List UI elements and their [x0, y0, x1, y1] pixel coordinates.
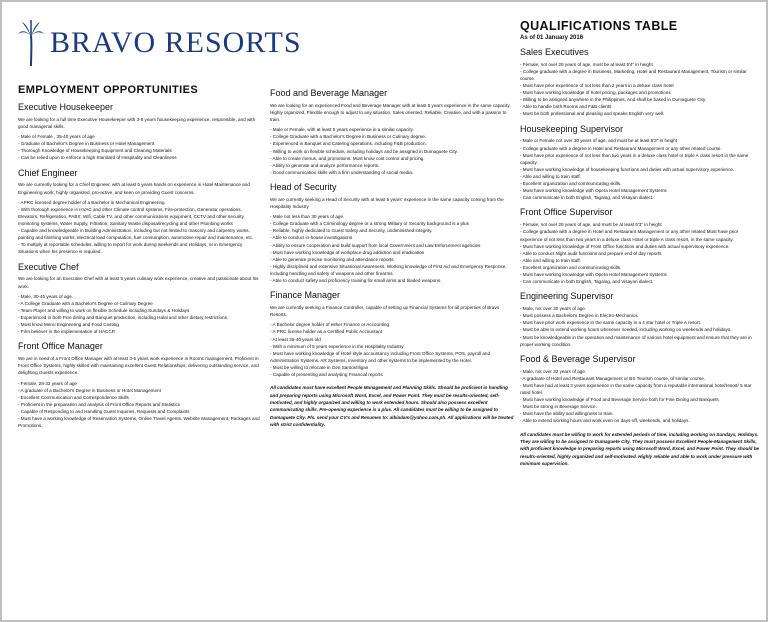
job-section: [520, 208, 760, 285]
job-description: We are looking for an Executive Chef with at least 5 years culinary work experience, creative and passionate about his work.: [18, 276, 259, 289]
qualifications-note: All candidates must be willing to work for extended periods of time, including working on Sundays, Holidays. They are willing to be assigned to Dumaguete City. They must possess Excellent People-Management Skills, with proficient knowledge in preparing reports using Microsoft Word, Excel, and Power Point. They should be results-oriented, highly organized and self-motivated. Highly reliable and able to work under pressure with minimum supervision.: [520, 431, 760, 466]
requirement-item: - Graduate of Bachelor's Degree in Business or Hotel Management: [18, 141, 155, 147]
requirement-item: - Female, not over 28 years of age, must be at least 5'4" in height: [520, 61, 653, 67]
requirement-item: - Able and willing to train staff.: [520, 173, 581, 179]
job-section: [18, 263, 262, 336]
requirement-item: - College graduate with a degree in Business, Marketing, Hotel and Restaurant Management, Tourism or similar course.: [520, 68, 747, 81]
requirement-item: - College Graduate with a Criminology degree or a strong Military or Security background is a plus: [270, 221, 469, 227]
requirement-list: [18, 380, 262, 430]
requirement-item: - With a minimum of 5 years experience in the Hospitality Industry: [270, 343, 404, 349]
job-description: We are currently seeking a Finance Controller, capable of setting up Financial Systems for all properties of Bravo Resorts.: [270, 305, 500, 318]
requirement-item: - Excellent organization and communicating skills.: [520, 181, 622, 187]
job-section: [520, 125, 760, 202]
requirement-item: - Highly disciplined and extensive Situational Awareness, Working knowledge of First Aid and Emergency Response, including handling and safety of weapons and other firearms.: [270, 263, 507, 276]
requirement-item: - Must have prior experience of not less than 2 years in a deluxe class hotel: [520, 82, 674, 88]
requirement-item: - Must be strong in Beverage Service.: [520, 404, 597, 410]
requirement-item: - Must possess a Bachelor's Degree in Electro-Mechanics.: [520, 313, 639, 319]
requirement-list: [270, 321, 514, 378]
requirement-item: - A College Graduate with a Bachelor's Degree or Culinary Degree: [18, 300, 153, 306]
job-list-middle: [270, 89, 514, 378]
requirement-item: - Can be relied upon to enforce a high Standard of Hospitality and Cleanliness: [18, 155, 177, 161]
job-title: Front Office Manager: [18, 341, 103, 352]
column-middle: [270, 82, 514, 612]
requirement-item: - Must be both professional and pleasing and speaks English very well.: [520, 111, 665, 117]
requirement-list: [18, 133, 262, 161]
requirement-list: [270, 213, 514, 284]
requirement-item: - Proficient in the preparation and analysis of Front Office Reports and Statistics: [18, 401, 181, 407]
requirement-item: - Male or Female , 35-40 years of age: [18, 134, 95, 140]
requirement-item: - Must have working knowledge of workplace drug addiction and eradication: [270, 249, 425, 255]
job-title: Finance Manager: [270, 290, 341, 301]
brand-name: BRAVO RESORTS: [50, 26, 302, 59]
requirement-item: - A graduate of a Bachelor's Degree in Business or Hotel Management: [18, 387, 161, 393]
job-title: Executive Chef: [18, 261, 79, 272]
as-of-date: As of 01 January 2016: [520, 34, 584, 41]
requirement-item: - Must know Menu Engineering and Food Costing: [18, 322, 119, 328]
requirement-item: - Female, 28-32 years of age: [18, 380, 77, 386]
requirement-item: - Capable and knowledgeable in Building Administration, including but not limited to masonry and carpentry works, painting and finishing works, electrical load computation, fuel consumption, automotive repair and maintenance, etc.: [18, 228, 254, 241]
requirement-item: - Must have working knowledge of Front Office functions and duties with actual supervisory experience.: [520, 243, 730, 249]
job-section: [18, 169, 262, 256]
job-description: We are currently seeking a Head of Security with at least 5 years' experience in the same capacity coming from the Hospitality Industry: [270, 196, 504, 209]
job-description: We are looking for a full time Executive Housekeeper with 3-5 years housekeeping experience, responsible, and with good managerial skills.: [18, 116, 256, 129]
requirement-item: - Able to conduct safety and proficiency training for small arms and bladed weapons.: [270, 278, 442, 284]
requirement-list: [18, 293, 262, 336]
requirement-item: - Male, 30-45 years of age.: [18, 293, 73, 299]
requirement-item: - APRC licensed degree holder of a Bachelor in Mechanical Engineering: [18, 199, 165, 205]
job-description: We are looking for an experienced Food and Beverage Manager with at least 5 years experience in the same capacity. Highly organized, Flexible enough to adjust to any situation, Sales oriented, Reliable, Creative, and with a passion to train.: [270, 102, 511, 123]
requirement-item: - Can communicate in both English, Tagalog, and Visayan dialect.: [520, 195, 654, 201]
requirement-item: - Male not less than 30 years of age.: [270, 214, 345, 220]
requirement-item: - Must have prior work experience in the same capacity in a 4 star hotel or Triple A resort.: [520, 320, 702, 326]
requirement-item: - Must have the ability and willingness to train.: [520, 411, 614, 417]
job-section: [520, 355, 760, 425]
job-list-left: [18, 103, 262, 429]
qualification-list: [520, 48, 760, 425]
requirement-item: - Able to conduct in-house investigations: [270, 235, 353, 241]
requirement-list: [520, 368, 760, 425]
requirement-list: [520, 305, 760, 348]
requirement-list: [520, 221, 760, 285]
requirement-item: - Willing to work on flexible schedule, including holidays and be assigned in Dumaguete City.: [270, 148, 458, 154]
requirement-item: - Must have working knowledge of hotel pricing, packages and promotions: [520, 90, 671, 96]
requirement-item: - Must be willing to relocate in Gen Santos/Iligan: [270, 364, 369, 370]
requirement-item: - Must have working knowledge of Hotel style accountancy including Front Office Systems, POS, payroll and Administration Systems, AR Systems, Inventory and other systems to be implemented by the Hotel.: [270, 350, 491, 363]
requirement-item: - Must have working knowledge with Opera Hotel Management Systems: [520, 272, 667, 278]
requirement-item: - Able to create menus, and promotions. Must know cost control and pricing.: [270, 155, 425, 161]
requirement-item: - Female, not over 28 years of age, and must be at least 5'3" in height: [520, 222, 662, 228]
requirement-list: [520, 61, 760, 118]
job-title: Sales Executives: [520, 46, 589, 57]
candidate-note: All candidates must have excellent People Management and Planning Skills. Should be proficient in handling and preparing reports using Microsoft Word, Excel, and Power Point. They must be results-oriented, self-motivated, and highly organized and willing to work extended hours. Should also possess excellent communicating skills. Pre-opening experience is a plus. All candidates must be willing to be assigned to Dumaguete City. Pls. send your CV's and Resumes to: albiadam@yahoo.com.ph. All applications will be treated with strict confidentiality.: [270, 385, 514, 427]
requirement-item: - Must have a working knowledge of Reservation Systems, Online Travel Agents, Website Management, Packages and Promotions.: [18, 416, 260, 429]
requirement-item: - Willing to be assigned anywhere in the Philippines. And shall be based in Dumaguete City.: [520, 97, 707, 103]
requirement-item: - Excellent Communication and Correspondence Skills: [18, 394, 129, 400]
requirement-item: - Male or Female not over 30 years of age, and must be at least 5'3" in height: [520, 138, 677, 144]
requirement-item: - Must have had at least 3 years experience in the same capacity from a reputable international hotel/resort/ 5 star rated hotel.: [520, 382, 752, 396]
job-section: [520, 292, 760, 348]
requirement-item: - Must be knowledgeable in the operation and maintenance of various hotel equipment and ensure that they are in proper working condition.: [520, 334, 752, 347]
requirement-item: - Experienced in both Fine dining and Banquet production, including Halal and other dietary restrictions.: [18, 314, 229, 320]
requirement-item: - Capable of Responding to and Handling Guest Inquiries, Requests and Complaints: [18, 408, 190, 414]
requirement-item: - Ability to generate and analyze performance reports.: [270, 162, 380, 168]
requirement-item: - Must have prior experience of not less than two years in a deluxe class hotel or triple A class resort in the same capacity.: [520, 152, 749, 165]
job-title: Executive Housekeeper: [18, 102, 114, 112]
requirement-item: - Team Player and willing to work on flexible Schedule including Sundays & Holidays: [18, 307, 190, 313]
requirement-item: - Must be able to extend working hours whenever needed, including working on weekends and holidays.: [520, 327, 732, 333]
qualifications-title: QUALIFICATIONS TABLE: [520, 20, 678, 33]
job-description: We are currently looking for a Chief Engineer, with at least 5 years hands on experience in Hotel Maintenance and Engineering work, highly organized, pro-active, and keen on providing Guest concerns.: [18, 182, 250, 195]
requirement-item: - Able to extend working hours and work even on days-off, weekends, and holidays.: [520, 418, 690, 424]
requirement-item: - Experienced in Banquet and Catering operations, including F&B production.: [270, 141, 427, 147]
requirement-item: - College Graduate with a Bachelor's Degree in Business or Culinary degree.: [270, 134, 427, 140]
job-section: [18, 103, 262, 162]
requirement-item: - Must have working knowledge of Food and Beverage Service both for Fine Dining and Banquets: [520, 397, 719, 403]
job-section: [18, 342, 262, 429]
requirement-item: - A Bachelor degree holder of either Finance or Accounting: [270, 322, 390, 328]
requirement-item: - Must have working knowledge with Opera Hotel Management Systems: [520, 188, 667, 194]
requirement-item: - Ability to ensure cooperation and build support from local Government and Law Enforcement agencies: [270, 242, 481, 248]
requirement-item: - A PRC license holder as a Certified Public Accountant: [270, 329, 383, 335]
requirement-item: - Able and willing to train staff.: [520, 257, 581, 263]
job-title: Front Office Supervisor: [520, 207, 613, 218]
requirement-item: - At least 35-40 years old: [270, 336, 321, 342]
brand-logo: [16, 17, 302, 69]
job-description: We are in need of a Front Office Manager with at least 3-5 years work experience in Rooms management, Proficient in Front Office Systems, highly skilled with maintaining excellent Guest Relationships, delivering outstanding service, and delighting Guests experience.: [18, 356, 259, 376]
requirement-item: - Must have working knowledge of housekeeping functions and duties with actual supervisory experience.: [520, 166, 735, 172]
requirement-list: [18, 199, 262, 256]
palm-tree-icon: [16, 18, 46, 68]
job-title: Housekeeping Supervisor: [520, 123, 624, 134]
requirement-item: - Reliable, highly dedicated to Guest Safety and Security, undiminished integrity.: [270, 228, 433, 234]
job-title: Food and Beverage Manager: [270, 88, 388, 98]
job-section: [270, 89, 514, 176]
job-section: [270, 291, 514, 378]
requirement-item: - Capable of presenting and analysing Financial reports: [270, 372, 383, 378]
column-right: [520, 20, 760, 615]
requirement-item: - Male, not over 32 years of age.: [520, 368, 587, 374]
job-title: Head of Security: [270, 181, 337, 192]
job-section: [520, 48, 760, 118]
requirement-item: - Excellent organization and communicating skills.: [520, 264, 622, 270]
requirement-item: - Firm believer in the implementation of HACCP.: [18, 329, 116, 335]
requirement-item: - College graduate with a degree in Hotel and Restaurant Management or any other related Must have prior experience of not less than two years in a deluxe class Hotel or triple A class resort, in the same capacity.: [520, 229, 739, 242]
requirement-list: [520, 137, 760, 201]
job-section: [270, 183, 514, 284]
job-title: Food & Beverage Supervisor: [520, 353, 636, 364]
employment-title: EMPLOYMENT OPPORTUNITIES: [18, 84, 199, 96]
requirement-item: - Able to handle both Rooms and F&B clients: [520, 104, 612, 110]
requirement-item: - Able to generate precise monitoring and attendance reports: [270, 256, 394, 262]
requirement-item: - To multiply at reportable schedules, willing to report for work during weekends and Holidays, or in Emergency Situations when his presence is required.: [18, 242, 243, 255]
requirement-item: - With thorough experience in HVAC and other Climate control systems, Fire-protection, Generator operations, Elevators, Refrigeration, PABX, Wifi, Cable TV, and other communications equipment, CCTV and other security monitoring systems, Water Supply, Filtration, Sanitary Waste disposal/recycling and other Plumbing works: [18, 206, 244, 226]
column-left: [18, 80, 262, 610]
requirement-item: - Can communicate in both English, Tagalog, and Visayan dialect.: [520, 279, 654, 285]
requirement-item: - A graduate of Hotel and Restaurant Management or BS Tourism course, of similar course.: [520, 375, 706, 381]
requirement-list: [270, 126, 514, 176]
requirement-item: - Male, not over 30 years of age.: [520, 306, 587, 312]
job-title: Engineering Supervisor: [520, 291, 614, 302]
requirement-item: - Good communication skills with a firm understanding of social media.: [270, 169, 414, 175]
requirement-item: - College graduate with a degree in Hotel and Restaurant Management or any other related course.: [520, 145, 722, 151]
job-title: Chief Engineer: [18, 167, 78, 178]
requirement-item: - Male or Female, with at least 5 years experience in a similar capacity.: [270, 127, 414, 133]
requirement-item: - Able to conduct Night audit functions and prepare end of day reports: [520, 250, 662, 256]
requirement-item: - Thorough Knowledge of Housekeeping Equipment and Cleaning Materials: [18, 148, 172, 154]
